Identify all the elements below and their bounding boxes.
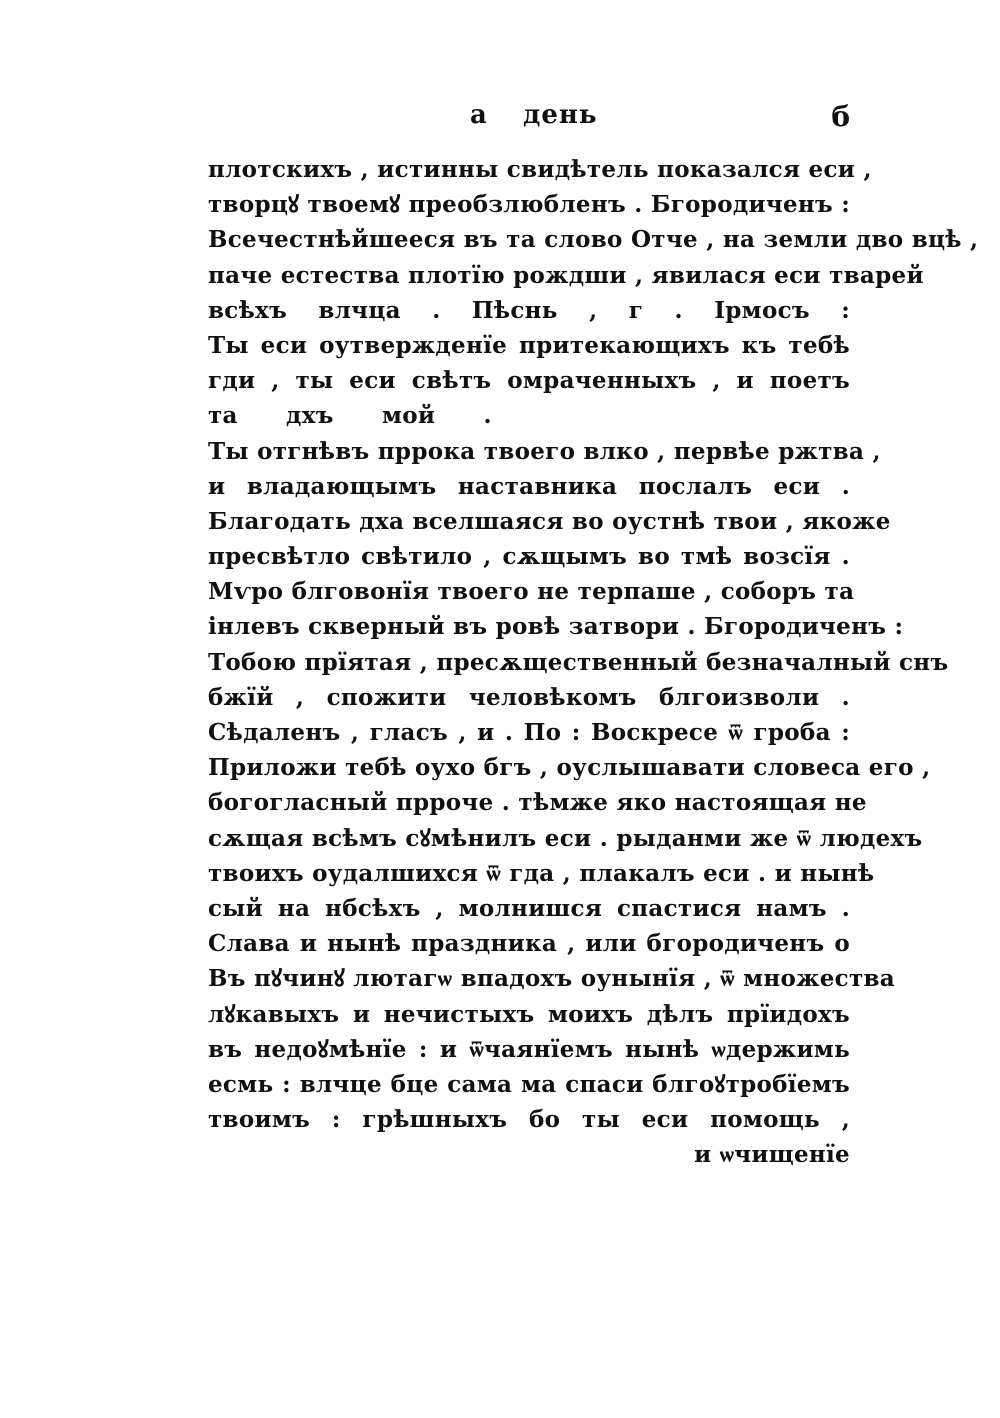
text-line: творцꙋ твоемꙋ преобзлюбленъ . Бгородиченъ : (208, 191, 851, 219)
text-line: Сѣдаленъ , гласъ , и . По : Воскресе ѿ гроба : (208, 719, 850, 746)
text-line: въ недоꙋмѣнїе : и ѿчаянїемъ нынѣ ѡдержимь (208, 1035, 850, 1063)
page-number: б (831, 100, 850, 133)
text-line: Мѵро блговонїя твоего не терпаше , соборъ та (208, 578, 855, 606)
text-line: гди , ты еси свѣтъ омраченныхъ , и поетъ (208, 367, 850, 395)
text-line: и владающымъ наставника послалъ еси . (208, 472, 850, 500)
text-line: Ты отгнѣвъ пррока твоего влко , первѣе ржтва , (208, 437, 881, 465)
text-line: Всечестнѣйшееся въ та слово Отче , на земли дво вцѣ , (208, 226, 979, 254)
text-line: богогласный пррoче . тѣмже яко настоящая не (208, 789, 867, 817)
text-line: Въ пꙋчинꙋ лютагѡ впадохъ оунынїя , ѿ множества (208, 965, 895, 993)
text-line: всѣхъ влчца . Пѣснь , г . Iрмосъ : (208, 296, 850, 324)
text-line: пресвѣтло свѣтило , сѫщымъ во тмѣ возсїя . (208, 543, 850, 571)
text-line: паче естества плотїю рождши , явилася еси тварей (208, 261, 924, 289)
text-line: сый на нбсѣхъ , молнишся спастися намъ . (208, 894, 850, 922)
text-line: та дхъ мой . (208, 402, 492, 430)
text-line: твоихъ оудалшихся ѿ гда , плакалъ еси . и нынѣ (208, 859, 875, 887)
catchword: и ѡчищенїе (694, 1141, 850, 1169)
text-line: Приложи тебѣ оухо бгъ , оуслышавати словеса его , (208, 754, 931, 782)
header-folio: а (470, 100, 487, 130)
text-line: Благодать дха вселшаяся во оустнѣ твои , якоже (208, 507, 891, 535)
text-line: сѫщая всѣмъ сꙋмѣнилъ еси . рыданми же ѿ людехъ (208, 824, 923, 852)
text-line: Ты еси оутвержденїе притекающихъ къ тебѣ (208, 331, 850, 359)
text-line: лꙋкавыхъ и нечистыхъ моихъ дѣлъ прїидохъ (208, 1000, 850, 1028)
text-line: твоимъ : грѣшныхъ бо ты еси помощь , (208, 1106, 850, 1134)
text-line: iнлевъ скверный въ ровѣ затвори . Бгородиченъ : (208, 613, 904, 641)
header-title: день (523, 100, 598, 130)
text-line: бжїй , спожити человѣкомъ блгоизволи . (208, 683, 850, 711)
page-header (205, 100, 850, 134)
text-line: Слава и нынѣ праздника , или бгородиченъ о (208, 930, 850, 958)
text-line: есмь : влчце бце сама ма спаси блгоꙋтробїемъ (208, 1070, 850, 1098)
text-line: Тобою прїятая , пресѫщественный безначалный снъ (208, 648, 949, 676)
body-text (208, 152, 979, 1172)
text-line: плотскихъ , истинны свидѣтель показался еси , (208, 156, 872, 183)
